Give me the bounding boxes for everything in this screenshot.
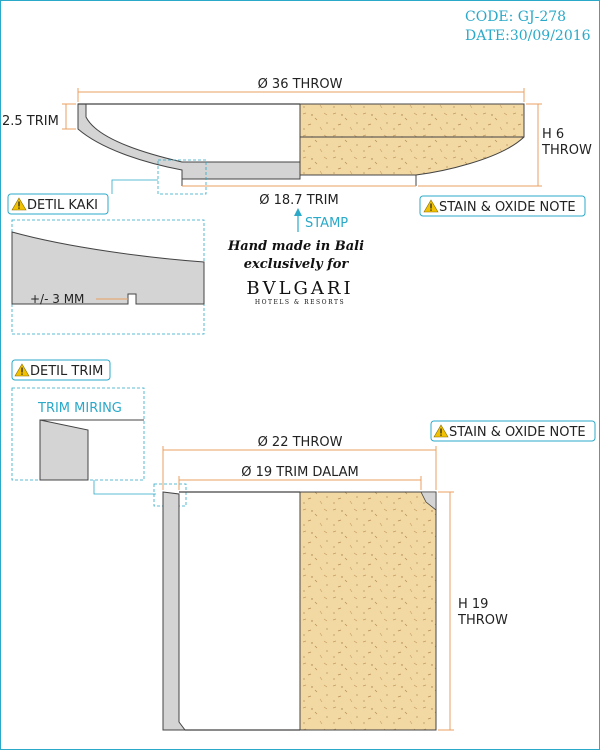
stamp-line-2: exclusively for <box>243 257 349 272</box>
bowl-wall <box>163 492 185 730</box>
detail-kaki-measure: +/- 3 MM <box>30 292 85 306</box>
bowl-inner-label: Ø 19 TRIM DALAM <box>241 465 359 480</box>
plate-trim-label: 2.5 TRIM <box>2 114 59 129</box>
bowl-throw-dimension <box>163 435 436 490</box>
plate-stain-note <box>420 196 585 216</box>
bowl-height-label: H 19 <box>458 597 489 612</box>
bowl-section-fill <box>300 492 436 730</box>
stamp-block <box>227 239 364 306</box>
plate-trim-dimension <box>2 104 76 129</box>
date-label: DATE:30/09/2016 <box>465 28 591 44</box>
detail-trim-label: TRIM MIRING <box>38 401 122 416</box>
plate-height-label: H 6 <box>542 127 565 142</box>
plate-section-fill <box>300 104 524 175</box>
plate-height-label-2: THROW <box>542 143 592 158</box>
plate-foot-label: Ø 18.7 TRIM <box>259 193 339 208</box>
stamp-line-1: Hand made in Bali <box>227 239 365 254</box>
bowl-height-dimension <box>438 492 508 730</box>
plate-section <box>78 104 524 186</box>
stamp-subtitle: HOTELS & RESORTS <box>254 299 346 306</box>
bowl-inner-dimension <box>179 465 421 490</box>
detail-trim-callout <box>12 360 186 506</box>
plate-wall <box>78 104 300 179</box>
plate-foot-dimension <box>182 186 416 208</box>
detail-trim-leader <box>94 480 156 494</box>
bowl-section <box>163 492 436 730</box>
plate-stain-label: STAIN & OXIDE NOTE <box>439 200 576 215</box>
detail-trim-title: DETIL TRIM <box>30 364 104 379</box>
detail-trim-profile <box>40 420 88 480</box>
detail-kaki-title: DETIL KAKI <box>27 198 98 213</box>
bowl-stain-note <box>431 421 595 441</box>
stamp-label: STAMP <box>305 216 349 231</box>
bowl-height-label-2: THROW <box>458 613 508 628</box>
detail-kaki-leader <box>112 180 158 194</box>
stamp-brand: BVLGARI <box>246 278 354 299</box>
code-label: CODE: GJ-278 <box>465 9 567 25</box>
detail-kaki-callout <box>8 160 206 334</box>
stamp-pointer <box>294 208 348 232</box>
plate-throw-dimension <box>78 77 524 102</box>
bowl-throw-label: Ø 22 THROW <box>257 435 343 450</box>
plate-throw-label: Ø 36 THROW <box>257 77 343 92</box>
bowl-stain-label: STAIN & OXIDE NOTE <box>449 425 586 440</box>
